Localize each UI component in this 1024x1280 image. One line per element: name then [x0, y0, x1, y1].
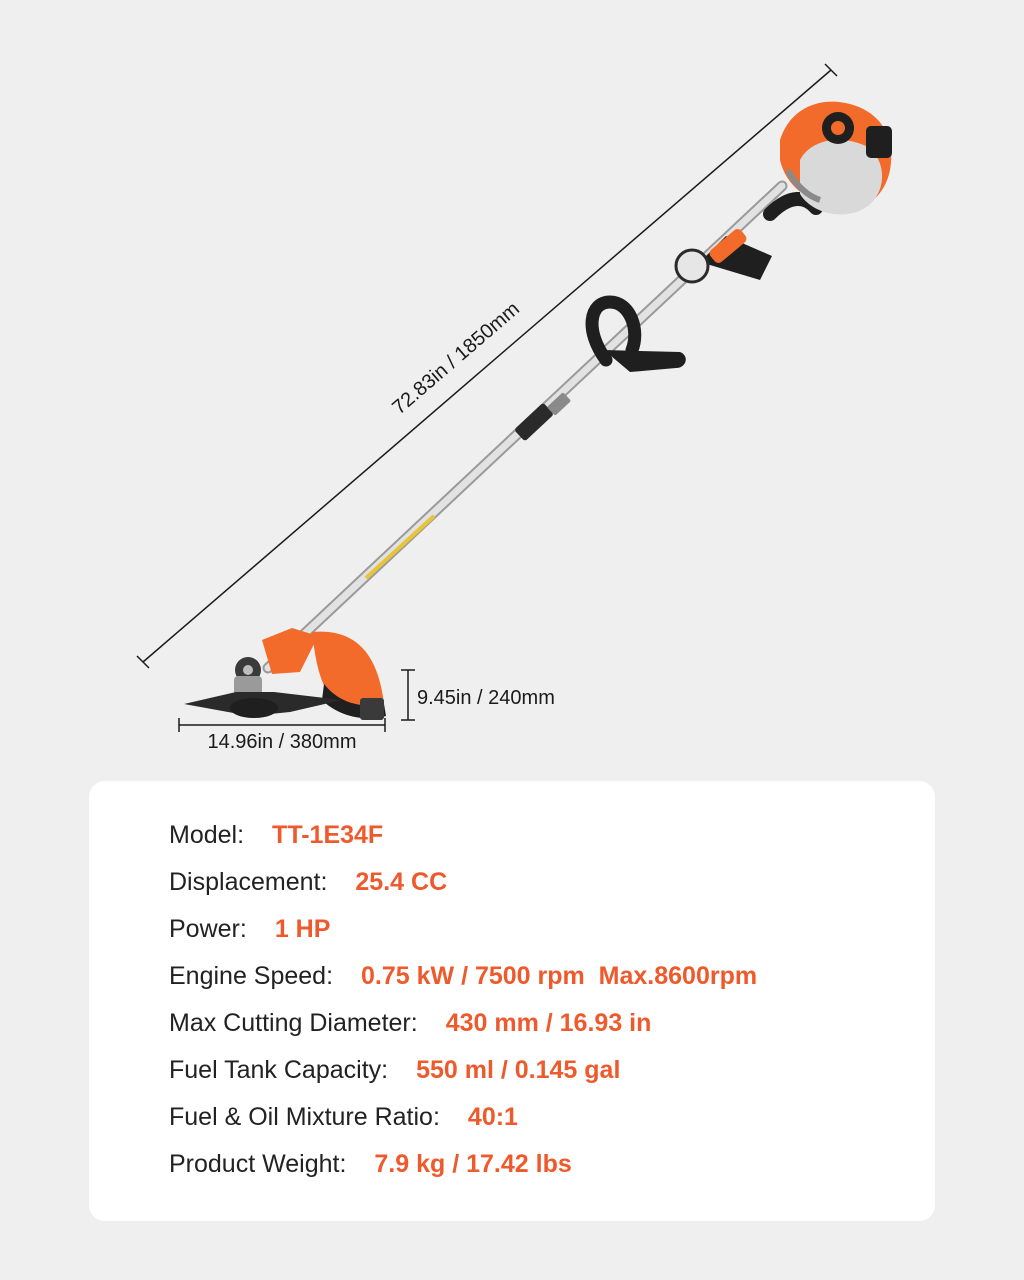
spec-row-displacement — [169, 859, 757, 906]
spec-row-power — [169, 906, 757, 953]
spec-row-product-weight — [169, 1141, 757, 1188]
spec-value: 7.9 kg / 17.42 lbs — [374, 1150, 572, 1178]
spec-value: 25.4 CC — [355, 868, 448, 896]
width-dimension-label: 14.96in / 380mm — [207, 731, 357, 753]
spec-value: 430 mm / 16.93 in — [445, 1009, 652, 1037]
length-dimension-label: 72.83in / 1850mm — [388, 297, 524, 419]
spec-label: Engine Speed: — [169, 962, 334, 990]
spec-value: 0.75 kW / 7500 rpm Max.8600rpm — [361, 962, 758, 990]
width-dimension-line — [179, 718, 385, 732]
shaft-coupler — [514, 392, 571, 441]
spec-row-fuel-tank-capacity — [169, 1047, 757, 1094]
spec-value: 1 HP — [274, 915, 331, 943]
height-dimension-line — [401, 670, 415, 720]
specifications-card — [89, 781, 935, 1221]
spec-label: Max Cutting Diameter: — [169, 1009, 418, 1037]
cutting-blade — [184, 692, 342, 718]
loop-handle — [592, 302, 686, 372]
spec-row-model — [169, 812, 757, 859]
spec-label: Model: — [169, 821, 245, 849]
spec-value: 40:1 — [467, 1103, 518, 1131]
spec-label: Displacement: — [169, 868, 328, 896]
spec-label: Product Weight: — [169, 1150, 347, 1178]
spec-row-max-cutting-diameter — [169, 1000, 757, 1047]
rear-grip — [676, 199, 816, 282]
height-dimension-label: 9.45in / 240mm — [417, 687, 555, 709]
spec-row-engine-speed — [169, 953, 757, 1000]
spec-value: TT-1E34F — [272, 821, 384, 849]
spec-value: 550 ml / 0.145 gal — [416, 1056, 621, 1084]
spec-label: Fuel & Oil Mixture Ratio: — [169, 1103, 440, 1131]
spec-label: Power: — [169, 915, 247, 943]
specifications-list — [169, 812, 757, 1188]
length-dimension-line — [137, 64, 837, 668]
spec-label: Fuel Tank Capacity: — [169, 1056, 389, 1084]
spec-row-mixture-ratio — [169, 1094, 757, 1141]
